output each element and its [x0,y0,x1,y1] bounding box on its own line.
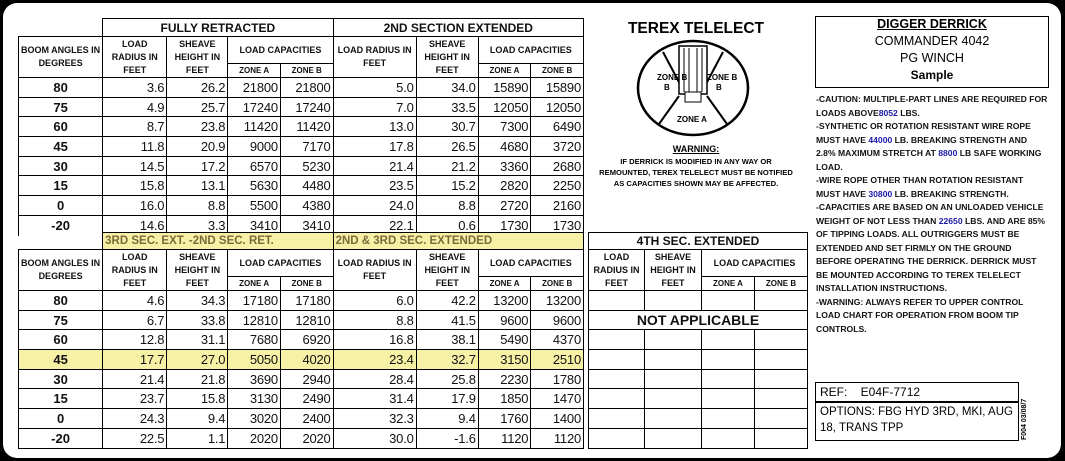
sheave-height-cell: 20.9 [167,137,228,157]
table-row [19,78,584,98]
zone-a-capacity-cell: 7680 [228,330,281,350]
load-radius-cell: 14.5 [103,156,167,176]
zone-b-capacity-cell: 17180 [280,291,333,311]
table-row [589,428,808,448]
svg-text:B: B [664,83,670,92]
load-capacities-header: LOAD CAPACITIES [228,250,333,277]
empty-cell [589,350,645,370]
zone-b-capacity-cell: 2680 [531,156,584,176]
zone-a-capacity-cell: 3020 [228,409,281,429]
zone-b-capacity-cell: 12810 [280,310,333,330]
table-row [19,428,584,448]
boom-angle-cell: 0 [19,196,103,216]
sheave-height-cell: 25.8 [416,369,478,389]
load-radius-cell: 22.1 [333,215,416,235]
zone-a-capacity-cell: 2230 [478,369,531,389]
empty-cell [645,369,702,389]
note-caution: -CAUTION: MULTIPLE-PART LINES ARE REQUIRED FOR LOADS ABOVE8052 LBS. [816,94,1048,118]
zone-b-capacity-cell: 11420 [280,117,333,137]
load-radius-cell: 32.3 [333,409,416,429]
sheave-height-header: SHEAVE HEIGHT IN FEET [416,37,478,78]
boom-angle-cell: 15 [19,176,103,196]
sheave-height-cell: 25.7 [167,97,228,117]
load-radius-cell: 24.0 [333,196,416,216]
empty-cell [755,409,808,429]
not-applicable-label: NOT APPLICABLE [589,310,808,330]
zone-b-capacity-cell: 1400 [531,409,584,429]
load-radius-cell: 30.0 [333,428,416,448]
zone-a-capacity-cell: 9000 [228,137,281,157]
product-name: DIGGER DERRICK [877,17,987,31]
table-row [589,389,808,409]
table-row [19,156,584,176]
empty-cell [755,291,808,311]
zone-a-capacity-cell: 5490 [478,330,531,350]
zone-b-capacity-cell: 4380 [280,196,333,216]
sheave-height-cell: 32.7 [416,350,478,370]
zone-a-capacity-cell: 7300 [478,117,531,137]
boom-angle-cell: 60 [19,330,103,350]
zone-a-capacity-cell: 12810 [228,310,281,330]
sheave-height-cell: 26.2 [167,78,228,98]
upper-load-table [18,18,584,236]
load-radius-header: LOAD RADIUS IN FEET [103,37,167,78]
load-radius-cell: 13.0 [333,117,416,137]
load-radius-cell: 15.8 [103,176,167,196]
fourth-section-title: 4TH SEC. EXTENDED [589,233,808,250]
boom-angle-cell: 45 [19,137,103,157]
empty-cell [702,291,755,311]
load-radius-cell: 5.0 [333,78,416,98]
table-row [589,350,808,370]
fourth-section-table [588,232,808,449]
sheave-height-cell: 27.0 [167,350,228,370]
zone-a-capacity-cell: 3690 [228,369,281,389]
zone-b-capacity-cell: 1730 [531,215,584,235]
third-ext-title: 3RD SEC. EXT. -2ND SEC. RET. [103,233,333,250]
load-radius-header: LOAD RADIUS IN FEET [333,250,416,291]
zone-a-capacity-cell: 3410 [228,215,281,235]
empty-cell [755,369,808,389]
table-row [19,350,584,370]
zone-b-capacity-cell: 15890 [531,78,584,98]
empty-cell [755,330,808,350]
table-row [589,409,808,429]
zone-b-capacity-cell: 3720 [531,137,584,157]
sheave-height-cell: 3.3 [167,215,228,235]
boom-angle-cell: 0 [19,409,103,429]
sheave-height-header: SHEAVE HEIGHT IN FEET [167,250,228,291]
sheave-height-cell: 17.9 [416,389,478,409]
sheave-height-cell: 1.1 [167,428,228,448]
zone-b-capacity-cell: 2400 [280,409,333,429]
zone-a-capacity-cell: 17180 [228,291,281,311]
fully-retracted-title: FULLY RETRACTED [103,19,333,37]
sheave-height-header: SHEAVE HEIGHT IN FEET [416,250,478,291]
empty-cell [645,350,702,370]
load-radius-header: LOAD RADIUS IN FEET [103,250,167,291]
zone-a-capacity-cell: 4680 [478,137,531,157]
zone-a-capacity-cell: 13200 [478,291,531,311]
load-radius-cell: 6.7 [103,310,167,330]
zone-b-capacity-cell: 4370 [531,330,584,350]
load-radius-cell: 28.4 [333,369,416,389]
zone-b-capacity-cell: 1120 [531,428,584,448]
empty-cell [645,330,702,350]
empty-cell [702,428,755,448]
load-radius-cell: 4.9 [103,97,167,117]
load-radius-cell: 31.4 [333,389,416,409]
load-radius-cell: 11.8 [103,137,167,157]
zone-a-capacity-cell: 3150 [478,350,531,370]
zone-b-capacity-cell: 2160 [531,196,584,216]
sheave-height-header: SHEAVE HEIGHT IN FEET [167,37,228,78]
table-row [19,310,584,330]
sheave-height-cell: 33.8 [167,310,228,330]
zone-a-capacity-cell: 15890 [478,78,531,98]
table-row [589,330,808,350]
options-text: OPTIONS: FBG HYD 3RD, MKI, AUG 18, TRANS TPP [820,406,1013,434]
load-radius-cell: 6.0 [333,291,416,311]
zone-b-capacity-cell: 6490 [531,117,584,137]
zone-a-capacity-cell: 5050 [228,350,281,370]
empty-cell [589,291,645,311]
zone-a-header: ZONE A [478,277,531,291]
svg-text:ZONE B: ZONE B [707,73,738,82]
zone-a-capacity-cell: 2720 [478,196,531,216]
zone-a-capacity-cell: 2820 [478,176,531,196]
zone-b-capacity-cell: 4480 [280,176,333,196]
table-row [19,137,584,157]
empty-cell [645,428,702,448]
boom-angle-cell: 30 [19,156,103,176]
lower-load-table [18,232,584,449]
boom-angle-cell: 80 [19,291,103,311]
zone-b-capacity-cell: 12050 [531,97,584,117]
zone-b-capacity-cell: 17240 [280,97,333,117]
boom-angle-cell: 45 [19,350,103,370]
load-radius-cell: 8.8 [333,310,416,330]
table-row [19,176,584,196]
product-sample: Sample [910,68,954,82]
zone-b-capacity-cell: 2940 [280,369,333,389]
zone-b-capacity-cell: 6920 [280,330,333,350]
empty-cell [589,330,645,350]
load-radius-cell: 14.6 [103,215,167,235]
sheave-height-cell: 15.2 [416,176,478,196]
sheave-height-cell: 41.5 [416,310,478,330]
zone-b-capacity-cell: 5230 [280,156,333,176]
zone-b-capacity-cell: 2510 [531,350,584,370]
ref-number: REF: E04F-7712 [820,385,921,399]
empty-cell [702,350,755,370]
boom-angle-cell: 75 [19,310,103,330]
load-radius-cell: 23.4 [333,350,416,370]
empty-cell [755,350,808,370]
empty-cell [589,428,645,448]
load-radius-cell: 8.7 [103,117,167,137]
table-row [19,369,584,389]
load-radius-cell: 4.6 [103,291,167,311]
sheave-height-cell: 31.1 [167,330,228,350]
load-capacities-header: LOAD CAPACITIES [478,250,583,277]
note-warning: -WARNING: ALWAYS REFER TO UPPER CONTROL LOAD CHART FOR OPERATION FROM BOOM TIP CONTROLS. [816,296,1024,334]
zone-a-capacity-cell: 6570 [228,156,281,176]
table-row [19,409,584,429]
load-capacities-header: LOAD CAPACITIES [702,250,808,277]
zone-b-capacity-cell: 21800 [280,78,333,98]
second-third-title: 2ND & 3RD SEC. EXTENDED [333,233,583,250]
sheave-height-cell: 21.8 [167,369,228,389]
sheave-height-cell: 8.8 [167,196,228,216]
zone-b-capacity-cell: 13200 [531,291,584,311]
sheave-height-cell: 34.3 [167,291,228,311]
sheave-height-header: SHEAVE HEIGHT IN FEET [645,250,702,291]
boom-angle-cell: 80 [19,78,103,98]
sheave-height-cell: 38.1 [416,330,478,350]
load-radius-cell: 16.8 [333,330,416,350]
note-capacities: -CAPACITIES ARE BASED ON AN UNLOADED VEHICLE WEIGHT OF NOT LESS THAN 22650 LBS. AND ARE 85% OF TIPPING LOADS. ALL OUTRIGGERS MUST BE EXTENDED AND SET FIRMLY ON THE GROUND BEFORE OPERATING THE DERRICK. DERRICK MUST BE MOUNTED ACCORDING TO TEREX TELELECT INSTALLATION INSTRUCTIONS. [816,202,1046,293]
sheave-height-cell: 9.4 [167,409,228,429]
sheave-height-cell: 23.8 [167,117,228,137]
empty-cell [645,291,702,311]
zone-a-header: ZONE A [702,277,755,291]
sheave-height-cell: 30.7 [416,117,478,137]
empty-cell [702,409,755,429]
zone-b-capacity-cell: 2250 [531,176,584,196]
empty-cell [702,389,755,409]
zone-b-header: ZONE B [280,64,333,78]
zone-a-capacity-cell: 9600 [478,310,531,330]
zone-a-capacity-cell: 3360 [478,156,531,176]
load-radius-header: LOAD RADIUS IN FEET [589,250,645,291]
boom-angle-cell: 60 [19,117,103,137]
sheave-height-cell: 9.4 [416,409,478,429]
sheave-height-cell: 21.2 [416,156,478,176]
zone-a-header: ZONE A [228,64,281,78]
sheave-height-cell: 13.1 [167,176,228,196]
second-extended-title: 2ND SECTION EXTENDED [333,19,583,37]
zone-a-capacity-cell: 21800 [228,78,281,98]
zone-b-capacity-cell: 9600 [531,310,584,330]
load-capacities-header: LOAD CAPACITIES [478,37,583,64]
boom-angle-cell: -20 [19,215,103,235]
empty-cell [755,389,808,409]
load-radius-cell: 23.5 [333,176,416,196]
table-row [589,291,808,311]
zone-b-header: ZONE B [531,277,584,291]
load-capacities-header: LOAD CAPACITIES [228,37,333,64]
sheave-height-cell: 26.5 [416,137,478,157]
zone-b-header: ZONE B [531,64,584,78]
form-code: F004 03/08/7 [1021,398,1028,440]
zone-a-capacity-cell: 5630 [228,176,281,196]
zone-a-capacity-cell: 3130 [228,389,281,409]
zone-a-capacity-cell: 5500 [228,196,281,216]
sheave-height-cell: 33.5 [416,97,478,117]
boom-angles-header: BOOM ANGLES IN DEGREES [19,250,103,291]
empty-cell [645,409,702,429]
boom-angle-cell: 30 [19,369,103,389]
warning-title: WARNING: [672,144,720,154]
zone-b-capacity-cell: 4020 [280,350,333,370]
zone-b-capacity-cell: 1780 [531,369,584,389]
svg-text:B: B [716,83,722,92]
sheave-height-cell: 42.2 [416,291,478,311]
empty-cell [702,369,755,389]
zone-b-header: ZONE B [755,277,808,291]
boom-angle-cell: -20 [19,428,103,448]
safety-notes [816,93,1048,336]
load-radius-cell: 17.7 [103,350,167,370]
boom-angles-header: BOOM ANGLES IN DEGREES [19,37,103,78]
table-row [19,389,584,409]
load-radius-header: LOAD RADIUS IN FEET [333,37,416,78]
sheave-height-cell: -1.6 [416,428,478,448]
product-winch: PG WINCH [900,51,964,65]
zone-a-header: ZONE A [478,64,531,78]
zone-a-capacity-cell: 11420 [228,117,281,137]
zone-a-header: ZONE A [228,277,281,291]
load-radius-cell: 24.3 [103,409,167,429]
zone-a-capacity-cell: 1760 [478,409,531,429]
note-wire-rope: -WIRE ROPE OTHER THAN ROTATION RESISTANT MUST HAVE 30800 LB. BREAKING STRENGTH. [816,175,1024,199]
table-row [19,330,584,350]
table-row [19,117,584,137]
load-radius-cell: 16.0 [103,196,167,216]
sheave-height-cell: 34.0 [416,78,478,98]
zone-a-capacity-cell: 17240 [228,97,281,117]
zone-a-capacity-cell: 1730 [478,215,531,235]
load-radius-cell: 22.5 [103,428,167,448]
product-model: COMMANDER 4042 [874,34,990,48]
zone-b-capacity-cell: 1470 [531,389,584,409]
load-radius-cell: 12.8 [103,330,167,350]
zone-a-capacity-cell: 1120 [478,428,531,448]
empty-cell [755,428,808,448]
empty-cell [589,409,645,429]
empty-cell [645,389,702,409]
table-row [589,369,808,389]
zone-a-capacity-cell: 2020 [228,428,281,448]
svg-text:ZONE B: ZONE B [657,73,688,82]
load-radius-cell: 17.8 [333,137,416,157]
zone-b-capacity-cell: 2490 [280,389,333,409]
table-row [589,310,808,330]
boom-angle-cell: 75 [19,97,103,117]
zone-b-capacity-cell: 7170 [280,137,333,157]
brand-title: TEREX TELELECT [627,20,765,37]
note-synthetic-rope: -SYNTHETIC OR ROTATION RESISTANT WIRE ROPE MUST HAVE 44000 LB. BREAKING STRENGTH AND 2.8% MAXIMUM STRETCH AT 8800 LB SAFE WORKING LOAD. [816,121,1042,172]
table-row [19,97,584,117]
sheave-height-cell: 0.6 [416,215,478,235]
svg-text:ZONE A: ZONE A [677,115,707,124]
zone-diagram-icon [633,38,753,138]
zone-a-capacity-cell: 1850 [478,389,531,409]
load-radius-cell: 21.4 [103,369,167,389]
load-radius-cell: 21.4 [333,156,416,176]
empty-cell [589,369,645,389]
sheave-height-cell: 15.8 [167,389,228,409]
empty-cell [702,330,755,350]
warning-text: IF DERRICK IS MODIFIED IN ANY WAY OR REMOUNTED, TEREX TELELECT MUST BE NOTIFIED AS CAPACITIES SHOWN MAY BE AFFECTED. [599,157,793,188]
table-row [19,291,584,311]
sheave-height-cell: 8.8 [416,196,478,216]
boom-angle-cell: 15 [19,389,103,409]
zone-b-capacity-cell: 3410 [280,215,333,235]
sheave-height-cell: 17.2 [167,156,228,176]
load-radius-cell: 7.0 [333,97,416,117]
load-radius-cell: 3.6 [103,78,167,98]
zone-b-header: ZONE B [280,277,333,291]
load-radius-cell: 23.7 [103,389,167,409]
empty-cell [589,389,645,409]
zone-b-capacity-cell: 2020 [280,428,333,448]
table-row [19,196,584,216]
zone-a-capacity-cell: 12050 [478,97,531,117]
